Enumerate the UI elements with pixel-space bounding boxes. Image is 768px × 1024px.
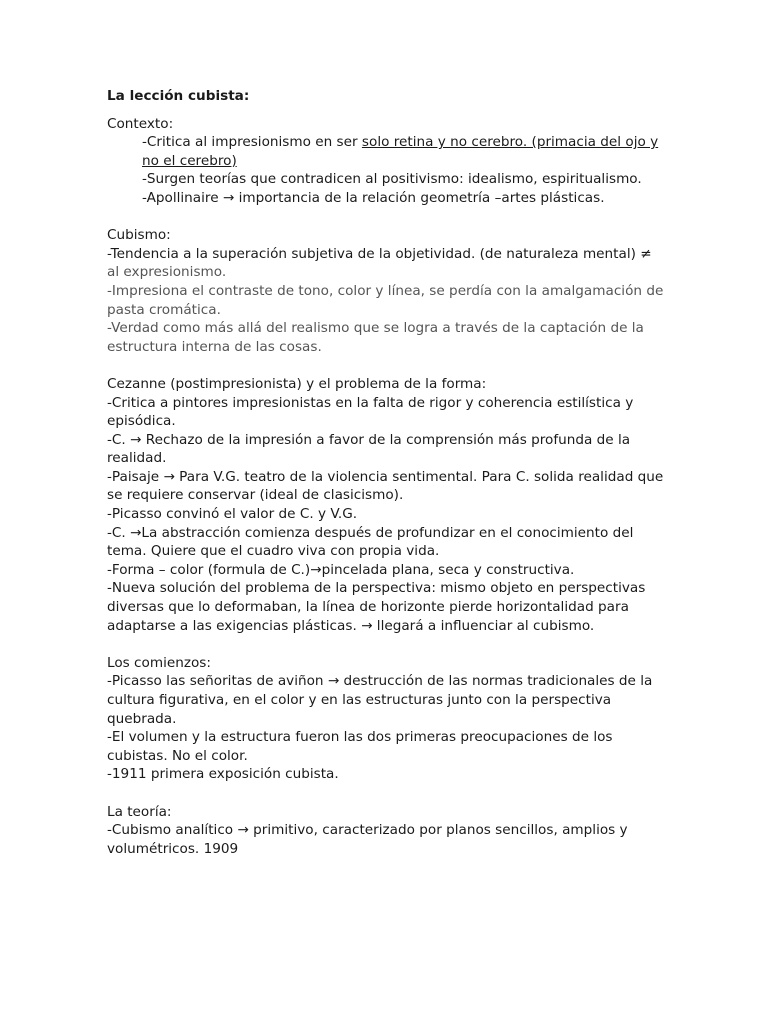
- section-contexto: [107, 115, 667, 208]
- cubismo-item-3: -Verdad como más allá del realismo que se logra a través de la captación de la estructura interna de las cosas.: [107, 320, 644, 355]
- contexto-item-3: -Apollinaire → importancia de la relación geometría –artes plásticas.: [142, 189, 605, 206]
- contexto-item-2: -Surgen teorías que contradicen al positivismo: idealismo, espiritualismo.: [142, 171, 642, 188]
- comienzos-item-3: -1911 primera exposición cubista.: [107, 766, 339, 783]
- cezanne-item-1: -Critica a pintores impresionistas en la falta de rigor y coherencia estilística y episódica.: [107, 394, 634, 430]
- comienzos-item-2: -El volumen y la estructura fueron las dos primeras preocupaciones de los cubistas. No el color.: [107, 729, 613, 764]
- contexto-item-1-text: -Critica al impresionismo en ser: [142, 134, 362, 151]
- section-heading-contexto: Contexto:: [107, 115, 174, 132]
- spacer: [107, 208, 667, 227]
- cezanne-item-5: -C. →La abstracción comienza después de profundizar en el conocimiento del tema. Quiere que el cuadro viva con propia vida.: [107, 524, 634, 560]
- spacer: [107, 356, 667, 375]
- section-cubismo: [107, 226, 667, 356]
- cezanne-item-3: -Paisaje → Para V.G. teatro de la violencia sentimental. Para C. solida realidad que se requiere conservar (ideal de clasicismo).: [107, 468, 664, 504]
- section-teoria: [107, 803, 667, 859]
- section-comienzos: [107, 654, 667, 784]
- section-heading-teoria: La teoría:: [107, 803, 172, 820]
- spacer: [107, 635, 667, 654]
- cezanne-item-4: -Picasso convinó el valor de C. y V.G.: [107, 506, 358, 523]
- cubismo-item-2: -Impresiona el contraste de tono, color y línea, se perdía con la amalgamación de pasta cromática.: [107, 282, 664, 318]
- section-heading-cubismo: Cubismo:: [107, 227, 171, 244]
- document-title: La lección cubista:: [107, 88, 250, 104]
- comienzos-item-1: -Picasso las señoritas de aviñon → destrucción de las normas tradicionales de la cultura figurativa, en el color y en las estructuras junto con la perspectiva quebrada.: [107, 673, 653, 727]
- section-cezanne: [107, 375, 667, 635]
- document-page: [107, 87, 667, 858]
- cezanne-item-7: -Nueva solución del problema de la perspectiva: mismo objeto en perspectivas diversas que lo deformaban, la línea de horizonte pierde horizontalidad para adaptarse a las exigencias plásticas. → llegará a influenciar al cubismo.: [107, 580, 646, 634]
- contexto-item-1-underlined: solo retina y no cerebro. (primacia del ojo y no el cerebro): [142, 134, 659, 169]
- section-heading-comienzos: Los comienzos:: [107, 654, 211, 671]
- cubismo-item-1: -Tendencia a la superación subjetiva de la objetividad. (de naturaleza mental) ≠: [107, 245, 652, 262]
- cubismo-item-1-continued: al expresionismo.: [107, 264, 227, 281]
- cezanne-item-6: -Forma – color (formula de C.)→pincelada plana, seca y constructiva.: [107, 561, 575, 578]
- section-heading-cezanne: Cezanne (postimpresionista) y el problema de la forma:: [107, 375, 487, 392]
- teoria-item-1: -Cubismo analítico → primitivo, caracterizado por planos sencillos, amplios y volumétricos. 1909: [107, 822, 628, 857]
- spacer: [107, 784, 667, 803]
- cezanne-item-2: -C. → Rechazo de la impresión a favor de la comprensión más profunda de la realidad.: [107, 431, 631, 467]
- contexto-item-1: [107, 133, 667, 170]
